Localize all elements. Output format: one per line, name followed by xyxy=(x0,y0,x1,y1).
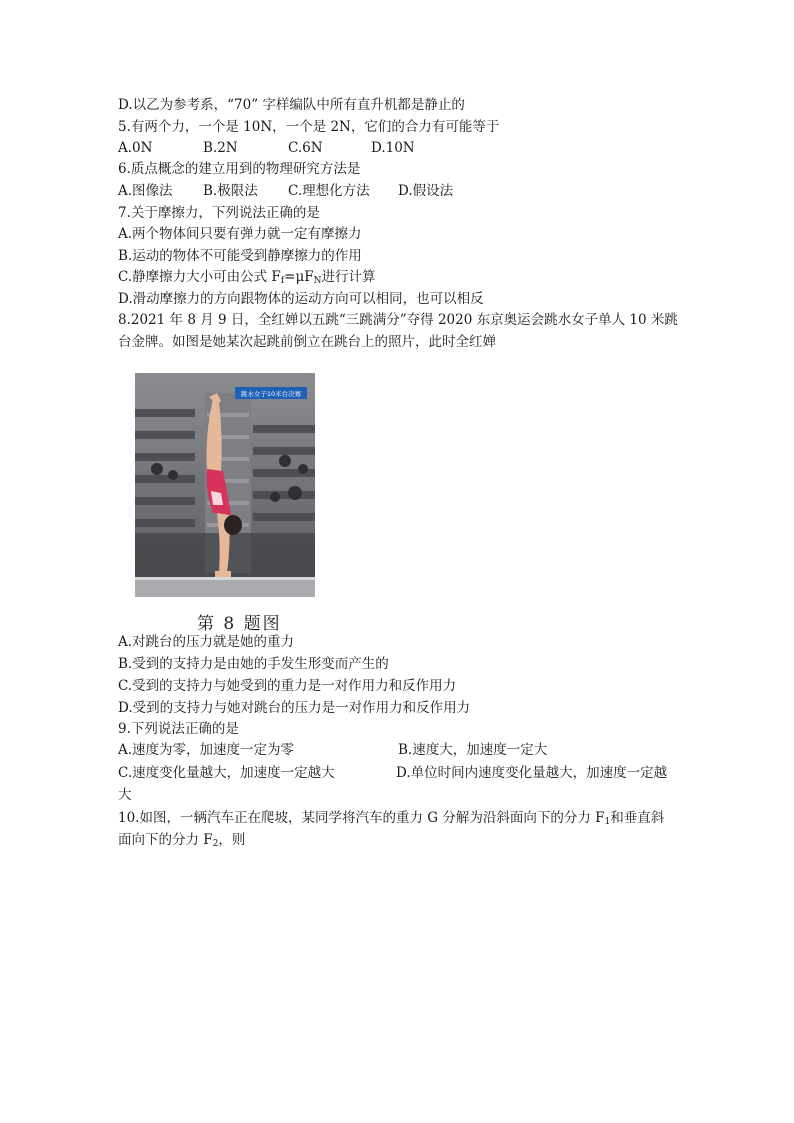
q5-stem: 5.有两个力，一个是 10N，一个是 2N，它们的合力有可能等于 xyxy=(118,119,500,135)
q4-option-d: D.以乙为参考系，“70” 字样编队中所有直升机都是静止的 xyxy=(118,97,465,113)
q6-options xyxy=(118,182,538,200)
q7c-sub-f: f xyxy=(280,276,285,286)
q8-option-a: A.对跳台的压力就是她的重力 xyxy=(118,634,295,650)
q7-option-a: A.两个物体间只要有弹力就一定有摩擦力 xyxy=(118,226,362,242)
q5-options xyxy=(118,139,538,157)
q8-option-d: D.受到的支持力与她对跳台的压力是一对作用力和反作用力 xyxy=(118,700,471,716)
q10-line2-end: ，则 xyxy=(218,832,246,848)
q6-option-d: D.假设法 xyxy=(398,183,454,199)
q9-option-a: A.速度为零，加速度一定为零 xyxy=(118,742,295,758)
q8-stem-line2: 台金牌。如图是她某次起跳前倒立在跳台上的照片，此时全红婵 xyxy=(118,334,496,350)
q9-stem: 9.下列说法正确的是 xyxy=(118,721,239,737)
q5-option-a: A.0N xyxy=(118,140,153,156)
q6-stem: 6.质点概念的建立用到的物理研究方法是 xyxy=(118,161,361,177)
q9-options-row2 xyxy=(118,764,698,782)
q7c-formula: =μF xyxy=(284,269,314,285)
q8-photo xyxy=(135,373,315,597)
q7c-sub-n: N xyxy=(313,276,322,286)
q5-option-d: D.10N xyxy=(371,140,415,156)
q9-option-d-wrap: 大 xyxy=(118,787,132,803)
q10-line2-text: 面向下的分力 F xyxy=(118,832,213,848)
q10-sub1: 1 xyxy=(604,817,611,827)
q7c-suffix: 进行计算 xyxy=(321,269,376,285)
q7-option-d: D.滑动摩擦力的方向跟物体的运动方向可以相同，也可以相反 xyxy=(118,291,484,307)
q5-option-c: C.6N xyxy=(288,140,323,156)
banner-text: 跳水女子10米台决赛 xyxy=(240,390,302,398)
q6-option-a: A.图像法 xyxy=(118,183,173,199)
q6-option-c: C.理想化方法 xyxy=(288,183,370,199)
q9-options-row1 xyxy=(118,741,698,759)
q7-stem: 7.关于摩擦力，下列说法正确的是 xyxy=(118,205,320,221)
q8-option-c: C.受到的支持力与她受到的重力是一对作用力和反作用力 xyxy=(118,678,457,694)
photo-caption: 第 8 题图 xyxy=(197,614,282,634)
q7-option-c xyxy=(118,268,375,286)
q8-stem-line1: 8.2021 年 8 月 9 日，全红婵以五跳“三跳满分”夺得 2020 东京奥运会跳水女子单人 10 米跳 xyxy=(118,312,678,328)
q10-stem-line1 xyxy=(118,809,664,827)
q5-option-b: B.2N xyxy=(203,140,238,156)
diver-illustration xyxy=(135,373,315,597)
q10-text: 10.如图，一辆汽车正在爬坡，某同学将汽车的重力 G 分解为沿斜面向下的分力 F xyxy=(118,810,605,826)
q9-option-d: D.单位时间内速度变化量越大，加速度一定越 xyxy=(396,765,668,781)
q10-sub2: 2 xyxy=(212,839,219,849)
q8-option-b: B.受到的支持力是由她的手发生形变而产生的 xyxy=(118,656,389,672)
q6-option-b: B.极限法 xyxy=(203,183,258,199)
q9-option-c: C.速度变化量越大，加速度一定越大 xyxy=(118,765,335,781)
q9-option-b: B.速度大，加速度一定大 xyxy=(398,742,548,758)
q7-option-b: B.运动的物体不可能受到静摩擦力的作用 xyxy=(118,248,362,264)
q7c-prefix: C.静摩擦力大小可由公式 F xyxy=(118,269,281,285)
q10-stem-line2 xyxy=(118,831,245,849)
q10-mid: 和垂直斜 xyxy=(610,810,665,826)
